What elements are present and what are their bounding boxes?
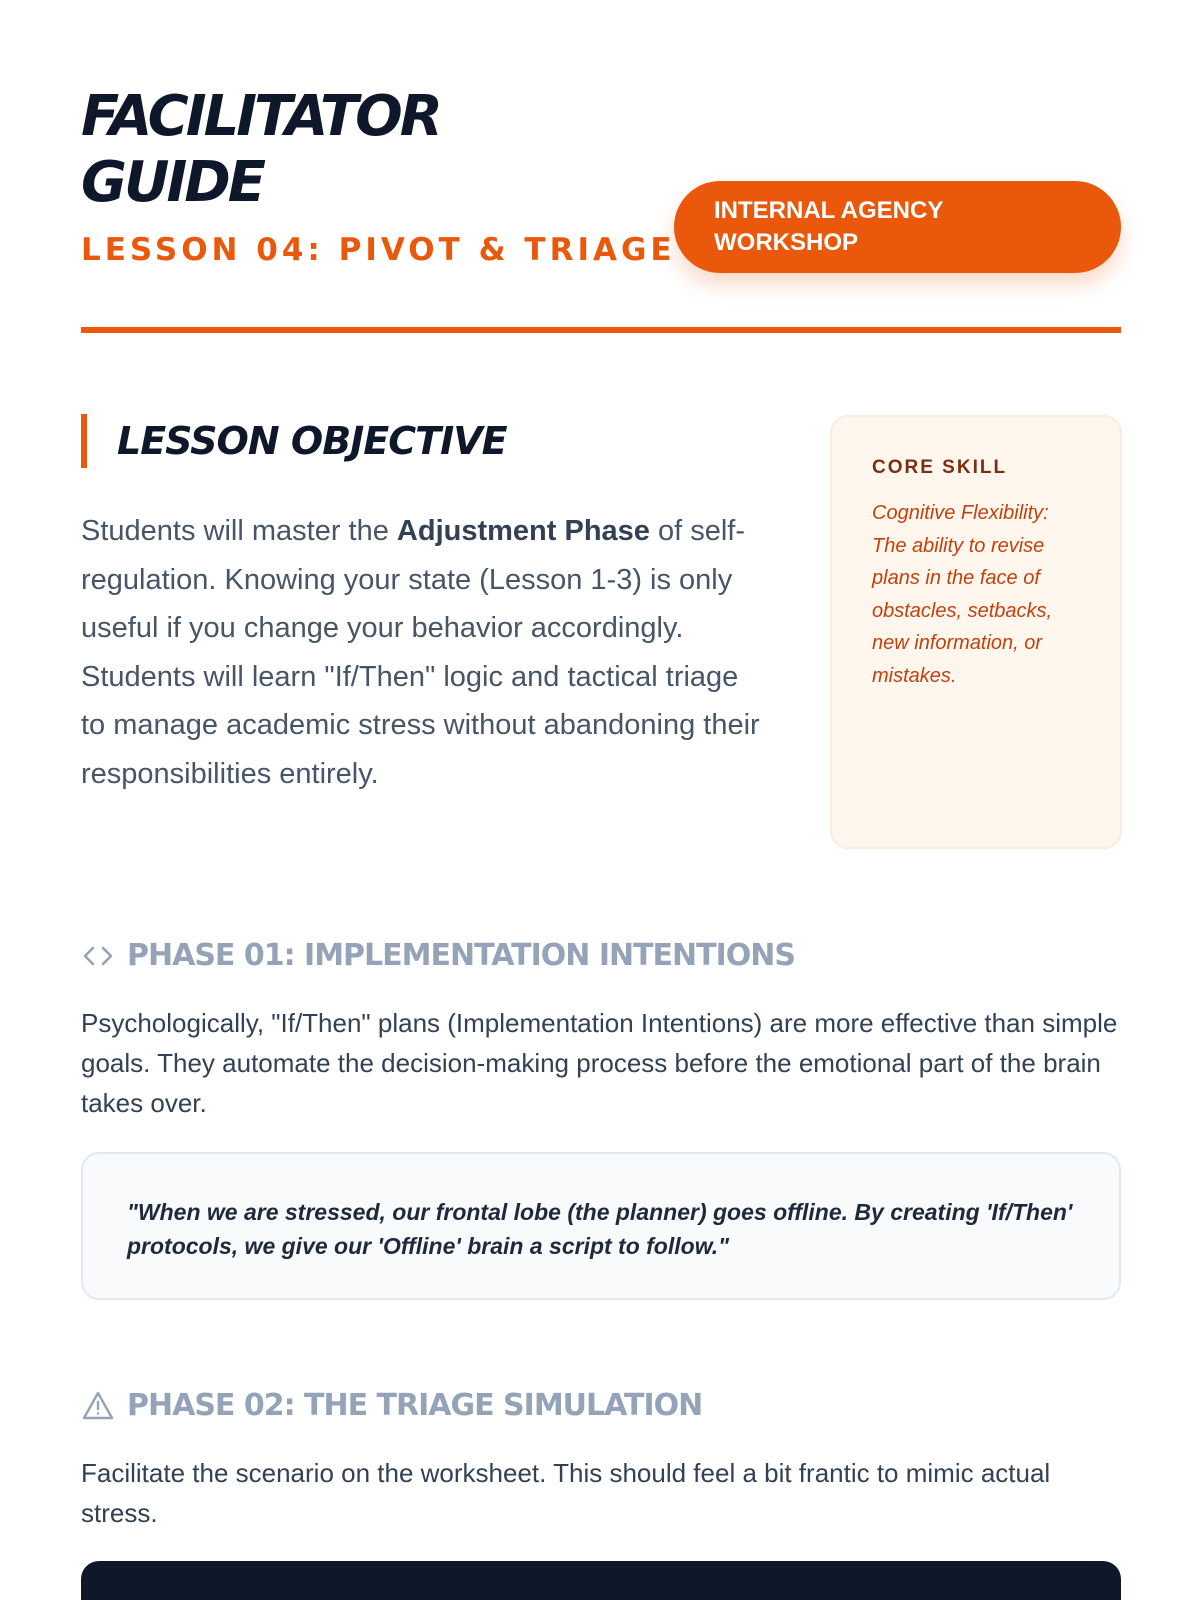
workshop-badge: INTERNAL AGENCY WORKSHOP (674, 181, 1121, 273)
quote-text: "When we are stressed, our frontal lobe (the planner) goes offline. By creating 'If/Then' protocols, we give our 'Offline' brain a script to follow." (127, 1199, 1073, 1259)
objective-text (81, 507, 761, 798)
objective-text-emphasis: Adjustment Phase (396, 515, 650, 547)
page-title: FACILITATOR GUIDE (81, 84, 440, 215)
objective-text-body: of self-regulation. Knowing your state (Lesson 1-3) is only useful if you change your behavior accordingly. Students will learn "If/Then" logic and tactical triage to manage academic stress without abandoning their responsibilities entirely. (81, 515, 760, 790)
objective-heading: LESSON OBJECTIVE (81, 414, 507, 468)
core-skill-label: CORE SKILL (872, 457, 1008, 478)
phase-1-heading (81, 938, 795, 973)
scenario-panel (81, 1561, 1121, 1600)
objective-text-intro: Students will master the (81, 515, 397, 547)
warning-triangle-icon (81, 1389, 115, 1423)
phase-2-heading (81, 1388, 702, 1423)
code-icon (81, 939, 115, 973)
phase-1-title: PHASE 01: IMPLEMENTATION INTENTIONS (127, 938, 795, 973)
phase-2-text: Facilitate the scenario on the worksheet. This should feel a bit frantic to mimic actual stress. (81, 1458, 1051, 1528)
header-divider (81, 327, 1121, 333)
quote-box (81, 1152, 1121, 1300)
page-header (81, 84, 1121, 268)
core-skill-card (830, 415, 1122, 849)
phase-2-title: PHASE 02: THE TRIAGE SIMULATION (127, 1388, 703, 1423)
core-skill-text: Cognitive Flexibility: The ability to revise plans in the face of obstacles, setbacks, new information, or mistakes. (872, 502, 1053, 687)
lesson-subtitle: LESSON 04: PIVOT & TRIAGE (81, 232, 676, 268)
phase-1-text: Psychologically, "If/Then" plans (Implementation Intentions) are more effective than simple goals. They automate the decision-making process before the emotional part of the brain takes over. (81, 1008, 1118, 1118)
